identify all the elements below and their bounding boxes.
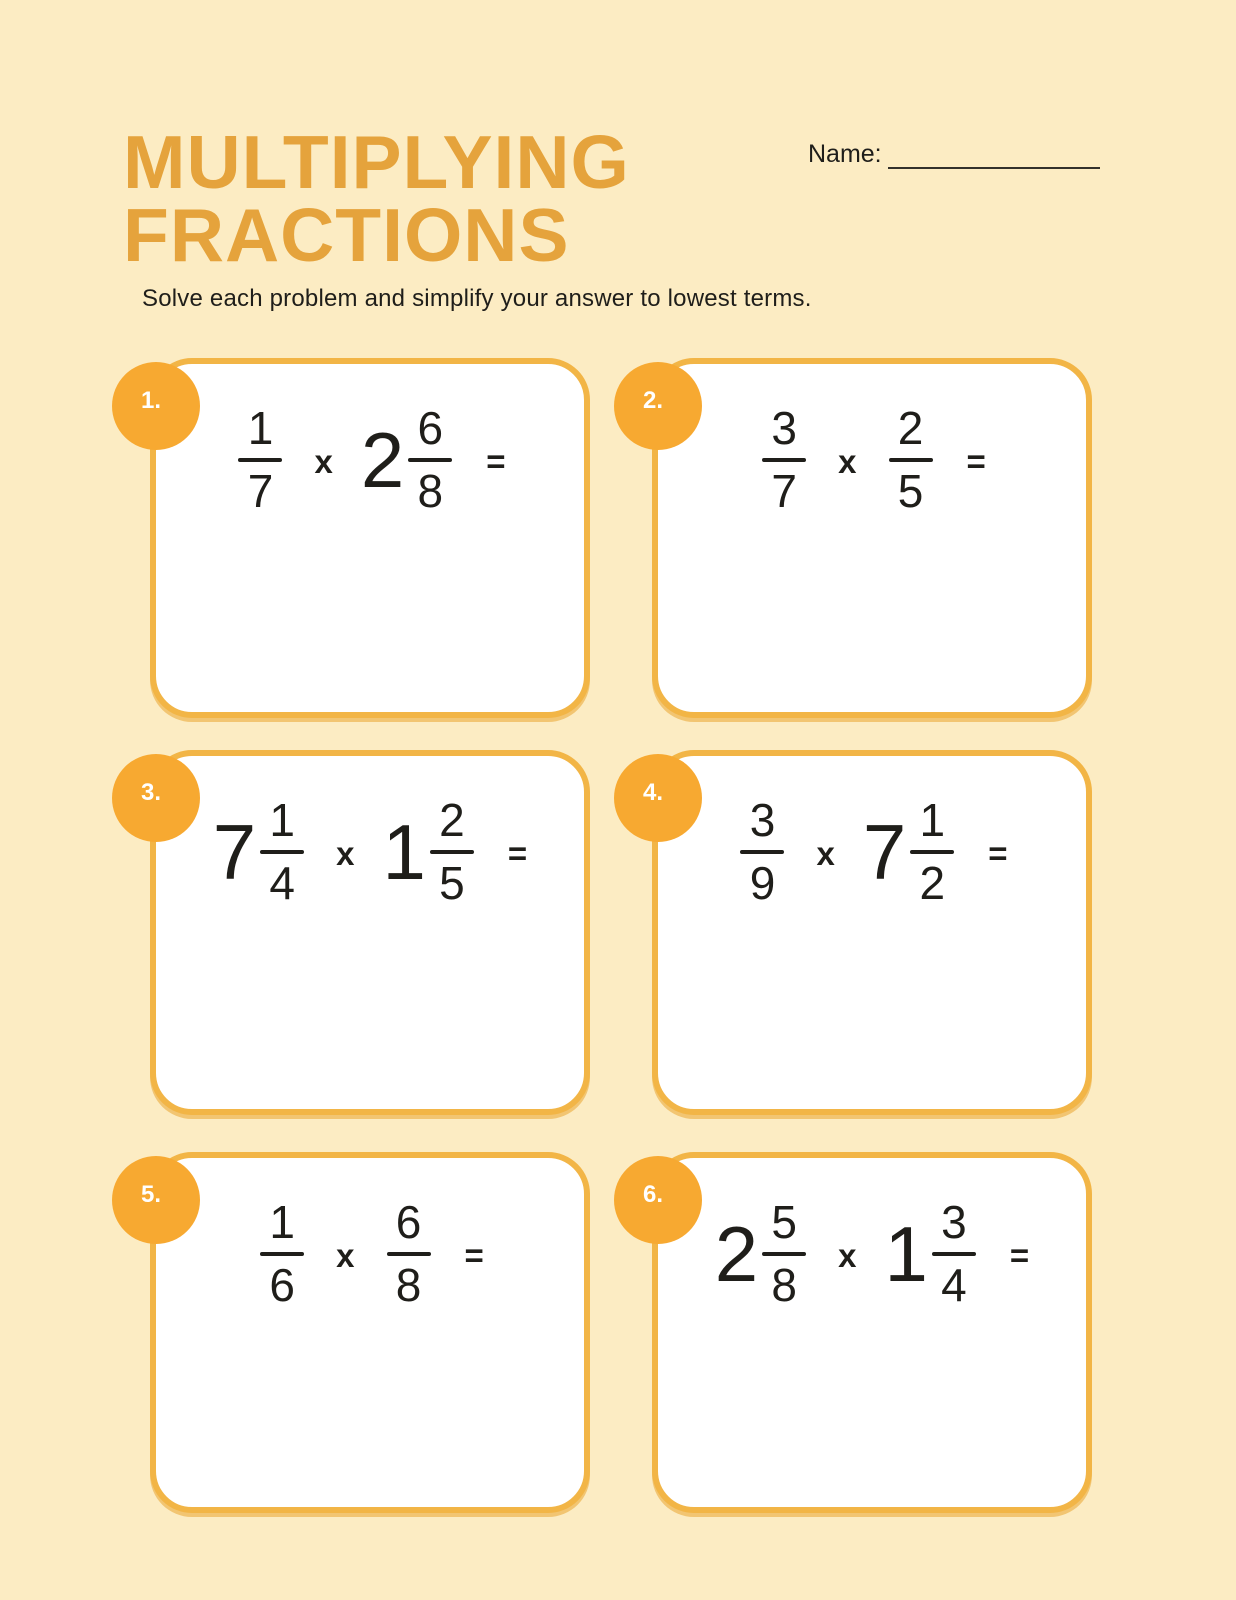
name-label: Name:: [808, 140, 882, 168]
denominator: 4: [941, 1258, 967, 1311]
fraction: [260, 1198, 304, 1310]
page-title-line2: FRACTIONS: [123, 193, 570, 277]
denominator: 4: [269, 856, 295, 909]
name-field: [808, 140, 1100, 169]
fraction-bar: [238, 458, 282, 462]
equals-sign: =: [988, 834, 1008, 872]
denominator: 8: [395, 1258, 422, 1311]
fraction-bar: [889, 458, 933, 462]
multiply-sign: x: [314, 442, 333, 480]
problem-number-badge: [112, 1156, 200, 1244]
fraction-bar: [260, 850, 304, 854]
answer-area[interactable]: [658, 915, 1086, 1109]
multiply-sign: x: [838, 442, 857, 480]
equals-sign: =: [1009, 1236, 1030, 1274]
numerator: 1: [269, 794, 295, 846]
problem-box-5: [140, 1152, 590, 1513]
page-title: [123, 120, 630, 277]
problem-box-6: [642, 1152, 1092, 1513]
fraction-bar: [740, 850, 784, 854]
fraction: [740, 796, 784, 908]
multiply-sign: x: [336, 1236, 355, 1274]
problem-number: 5.: [140, 1181, 161, 1208]
equation: [658, 364, 1086, 516]
equation: [658, 1158, 1086, 1310]
page-title-line1: MULTIPLYING: [123, 120, 630, 204]
fraction: [762, 404, 806, 516]
problem-number-badge: [614, 1156, 702, 1244]
whole-number: 1: [382, 807, 426, 896]
fraction-bar: [932, 1252, 976, 1256]
denominator: 7: [771, 464, 797, 517]
fraction: [889, 404, 933, 516]
denominator: 2: [919, 856, 946, 909]
problem-number-badge: [112, 362, 200, 450]
fraction-bar: [260, 1252, 304, 1256]
problem-number-badge: [112, 754, 200, 842]
problem-box-3: [140, 750, 590, 1115]
numerator: 1: [919, 794, 946, 846]
equation: [156, 756, 584, 908]
whole-number: 2: [360, 415, 405, 504]
numerator: 1: [269, 1196, 295, 1248]
numerator: 2: [439, 794, 465, 846]
multiply-sign: x: [816, 834, 835, 872]
problem-number-badge: [614, 754, 702, 842]
fraction: [260, 796, 304, 908]
answer-area[interactable]: [658, 521, 1086, 712]
fraction: [408, 404, 452, 516]
denominator: 7: [247, 464, 274, 517]
fraction-bar: [408, 458, 452, 462]
fraction-bar: [387, 1252, 431, 1256]
denominator: 6: [269, 1258, 295, 1311]
numerator: 1: [247, 402, 274, 454]
numerator: 2: [897, 402, 924, 454]
denominator: 5: [439, 856, 465, 909]
equation: [156, 364, 584, 516]
problem-number: 1.: [140, 387, 161, 414]
equation: [658, 756, 1086, 908]
denominator: 5: [897, 464, 924, 517]
fraction-bar: [762, 1252, 806, 1256]
numerator: 3: [749, 794, 776, 846]
fraction: [387, 1198, 431, 1310]
denominator: 9: [749, 856, 776, 909]
whole-number: 7: [862, 807, 907, 896]
problem-box-2: [642, 358, 1092, 718]
problem-number: 3.: [140, 779, 161, 806]
numerator: 3: [771, 402, 797, 454]
answer-area[interactable]: [156, 915, 584, 1109]
problem-box-1: [140, 358, 590, 718]
fraction: [762, 1198, 806, 1310]
whole-number: 2: [714, 1209, 759, 1298]
problem-box-4: [642, 750, 1092, 1115]
equals-sign: =: [507, 834, 528, 872]
fraction: [910, 796, 954, 908]
equals-sign: =: [464, 1236, 484, 1274]
fraction-bar: [430, 850, 474, 854]
whole-number: 7: [212, 807, 257, 896]
multiply-sign: x: [838, 1236, 857, 1274]
fraction-bar: [762, 458, 806, 462]
numerator: 6: [395, 1196, 422, 1248]
name-input-line[interactable]: [888, 143, 1100, 169]
fraction-bar: [910, 850, 954, 854]
numerator: 5: [771, 1196, 797, 1248]
answer-area[interactable]: [658, 1315, 1086, 1507]
fraction: [430, 796, 474, 908]
whole-number: 1: [884, 1209, 928, 1298]
answer-area[interactable]: [156, 521, 584, 712]
fraction: [238, 404, 282, 516]
problem-number-badge: [614, 362, 702, 450]
equals-sign: =: [486, 442, 506, 480]
problem-number: 2.: [642, 387, 663, 414]
multiply-sign: x: [336, 834, 355, 872]
answer-area[interactable]: [156, 1315, 584, 1507]
equals-sign: =: [966, 442, 986, 480]
numerator: 6: [417, 402, 444, 454]
equation: [156, 1158, 584, 1310]
fraction: [932, 1198, 976, 1310]
denominator: 8: [417, 464, 444, 517]
problem-number: 6.: [642, 1181, 663, 1208]
denominator: 8: [771, 1258, 797, 1311]
problem-number: 4.: [642, 779, 663, 806]
numerator: 3: [941, 1196, 967, 1248]
instruction-text: Solve each problem and simplify your answer to lowest terms.: [142, 285, 812, 312]
